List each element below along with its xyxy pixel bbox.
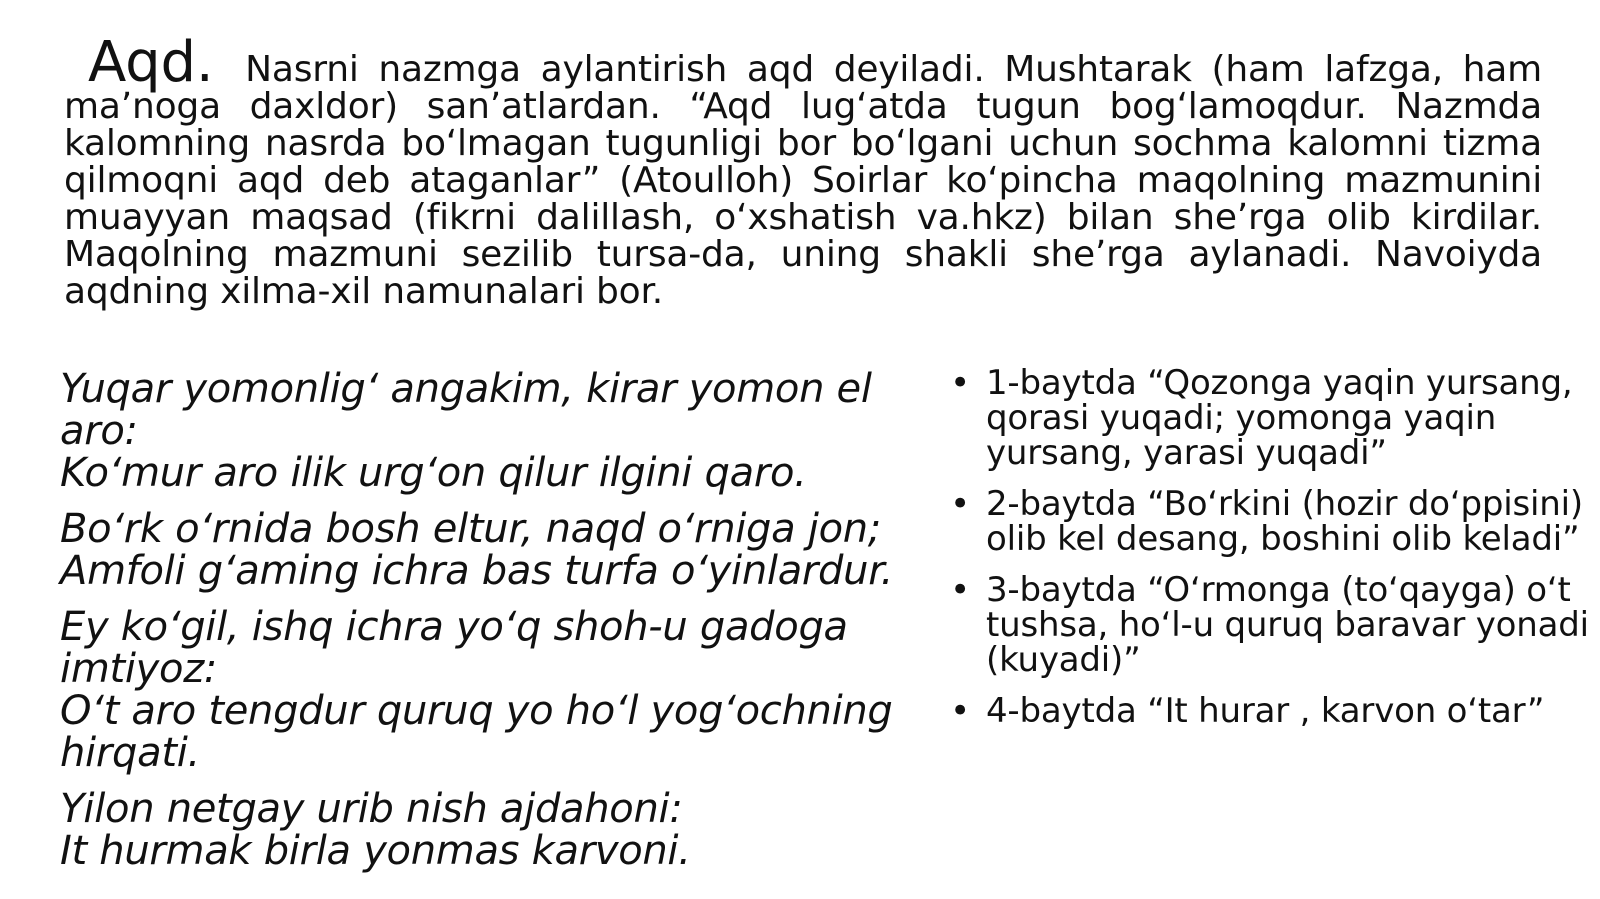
poem-stanza-3 [60,606,910,774]
list-item [950,484,1590,559]
list-item-text: 3-baytda “O‘rmonga (to‘qayga) o‘t tushsa, ho‘l-u quruq baravar yonadi (kuyadi)” [986,570,1589,680]
list-item-text: 1-baytda “Qozonga yaqin yursang, qorasi yuqadi; yomonga yaqin yursang, yarasi yuqadi” [986,363,1573,473]
poem-line: It hurmak birla yonmas karvoni. [60,828,691,874]
intro-term: Aqd. [88,30,214,95]
poem-line: O‘t aro tengdur quruq yo ho‘l yog‘ochning hirqati. [60,688,893,776]
poem-line: Yilon netgay urib nish ajdahoni: [60,786,683,832]
bullet-list [950,363,1590,745]
list-item [950,363,1590,473]
poem-stanza-2 [60,508,910,592]
intro-text: Nasrni nazmga aylantirish aqd deyiladi. Mushtarak (ham lafzga, ham ma’noga daxldor) san’atlardan. “Aqd lug‘atda tugun bog‘lamoqdur. Nazmda kalomning nasrda bo‘lmagan tugunligi bor bo‘lgani uchun sochma kalomni tizma qilmoqni aqd deb ataganlar” (Atoulloh) Soirlar ko‘pincha maqolning mazmunini muayyan maqsad (fikrni dalillash, o‘xshatish va.hkz) bilan she’rga olib kirdilar. Maqolning mazmuni sezilib tursa-da, uning shakli she’rga aylanadi. Navoiyda aqdning xilma-xil namunalari bor. [64,49,1542,312]
bullet-icon: • [950,570,970,610]
bullet-icon: • [950,484,970,524]
poem-line: Yuqar yomonlig‘ angakim, kirar yomon el aro: [60,366,872,454]
poem-line: Bo‘rk o‘rnida bosh eltur, naqd o‘rniga jon; [60,506,881,552]
poem-line: Amfoli g‘aming ichra bas turfa o‘yinlardur. [60,548,894,594]
list-item [950,691,1590,731]
list-item-text: 2-baytda “Bo‘rkini (hozir do‘ppisini) olib kel desang, boshini olib keladi” [986,484,1583,559]
intro-paragraph [64,30,1542,312]
poem-line: Ko‘mur aro ilik urg‘on qilur ilgini qaro. [60,450,807,496]
list-item-text: 4-baytda “It hurar , karvon o‘tar” [986,691,1545,731]
poem-stanza-4 [60,788,910,872]
bullet-icon: • [950,691,970,731]
list-item [950,570,1590,680]
poem-line: Ey ko‘gil, ishq ichra yo‘q shoh-u gadoga imtiyoz: [60,604,848,692]
poem [60,368,910,886]
poem-stanza-1 [60,368,910,494]
bullet-icon: • [950,363,970,403]
